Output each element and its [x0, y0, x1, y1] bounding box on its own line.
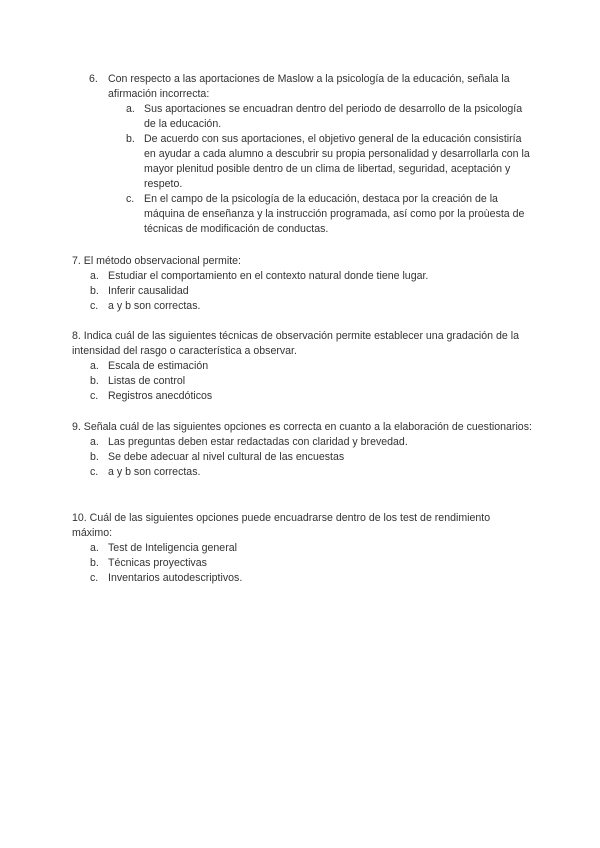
option-text: Test de Inteligencia general: [108, 542, 237, 554]
question-8-option-a: [72, 359, 532, 374]
option-text: Escala de estimación: [108, 360, 209, 372]
question-8-stem: 8. Indica cuál de las siguientes técnicas de observación permite establecer una gradación de la intensidad del rasgo o característica a observar.: [72, 330, 519, 357]
option-text: a y b son correctas.: [108, 300, 201, 312]
question-6: [72, 72, 532, 237]
option-text: En el campo de la psicología de la educación, destaca por la creación de la máquina de enseñanza y la instrucción programada, así como por la proùesta de técnicas de modificación de conductas.: [144, 193, 525, 235]
option-text: Listas de control: [108, 375, 186, 387]
question-10-option-a: [72, 541, 532, 556]
question-8-option-c: [72, 389, 532, 404]
question-7-options: [72, 269, 532, 314]
option-letter: a.: [90, 360, 99, 372]
option-letter: a.: [90, 270, 99, 282]
question-8-option-b: [72, 374, 532, 389]
option-letter: b.: [90, 557, 99, 569]
question-6-option-b: [72, 132, 532, 192]
option-text: Sus aportaciones se encuadran dentro del periodo de desarrollo de la psicología de la educación.: [144, 103, 523, 130]
option-letter: c.: [126, 193, 135, 205]
question-7-option-c: [72, 299, 532, 314]
question-10-option-c: [72, 571, 532, 586]
question-7: [72, 254, 532, 314]
question-7-stem: 7. El método observacional permite:: [72, 255, 241, 267]
option-letter: c.: [90, 300, 99, 312]
question-8: [72, 329, 532, 404]
option-letter: c.: [90, 390, 99, 402]
option-text: a y b son correctas.: [108, 466, 201, 478]
question-10-option-b: [72, 556, 532, 571]
question-6-option-a: [72, 102, 532, 132]
question-6-options: [72, 102, 532, 237]
question-8-options: [72, 359, 532, 404]
question-9-options: [72, 435, 532, 480]
question-9-option-b: [72, 450, 532, 465]
question-6-stem: [72, 72, 532, 102]
option-letter: c.: [90, 572, 99, 584]
option-letter: a.: [90, 542, 99, 554]
option-text: Técnicas proyectivas: [108, 557, 207, 569]
question-7-option-b: [72, 284, 532, 299]
question-6-number: 6.: [89, 73, 98, 85]
question-6-text: Con respecto a las aportaciones de Maslow a la psicología de la educación, señala la afirmación incorrecta:: [108, 73, 510, 100]
option-text: Inferir causalidad: [108, 285, 189, 297]
option-text: Inventarios autodescriptivos.: [108, 572, 243, 584]
question-10-stem: 10. Cuál de las siguientes opciones puede encuadrarse dentro de los test de rendimiento máximo:: [72, 512, 491, 539]
option-letter: a.: [126, 103, 135, 115]
question-9: [72, 420, 532, 480]
option-text: Registros anecdóticos: [108, 390, 213, 402]
question-9-option-c: [72, 465, 532, 480]
option-letter: a.: [90, 436, 99, 448]
option-text: Se debe adecuar al nivel cultural de las encuestas: [108, 451, 345, 463]
question-7-option-a: [72, 269, 532, 284]
option-letter: c.: [90, 466, 99, 478]
option-text: De acuerdo con sus aportaciones, el objetivo general de la educación consistiría en ayudar a cada alumno a descubrir su propia personalidad y desarrollarla con la mayor plenitud posible dentro de un clima de libertad, seguridad, aceptación y respeto.: [144, 133, 530, 190]
option-letter: b.: [126, 133, 135, 145]
question-10: [72, 511, 532, 586]
option-text: Las preguntas deben estar redactadas con claridad y brevedad.: [108, 436, 408, 448]
question-10-options: [72, 541, 532, 586]
option-letter: b.: [90, 451, 99, 463]
question-9-stem: 9. Señala cuál de las siguientes opciones es correcta en cuanto a la elaboración de cuestionarios:: [72, 421, 532, 433]
option-letter: b.: [90, 285, 99, 297]
question-9-option-a: [72, 435, 532, 450]
question-6-option-c: [72, 192, 532, 237]
option-letter: b.: [90, 375, 99, 387]
option-text: Estudiar el comportamiento en el contexto natural donde tiene lugar.: [108, 270, 429, 282]
